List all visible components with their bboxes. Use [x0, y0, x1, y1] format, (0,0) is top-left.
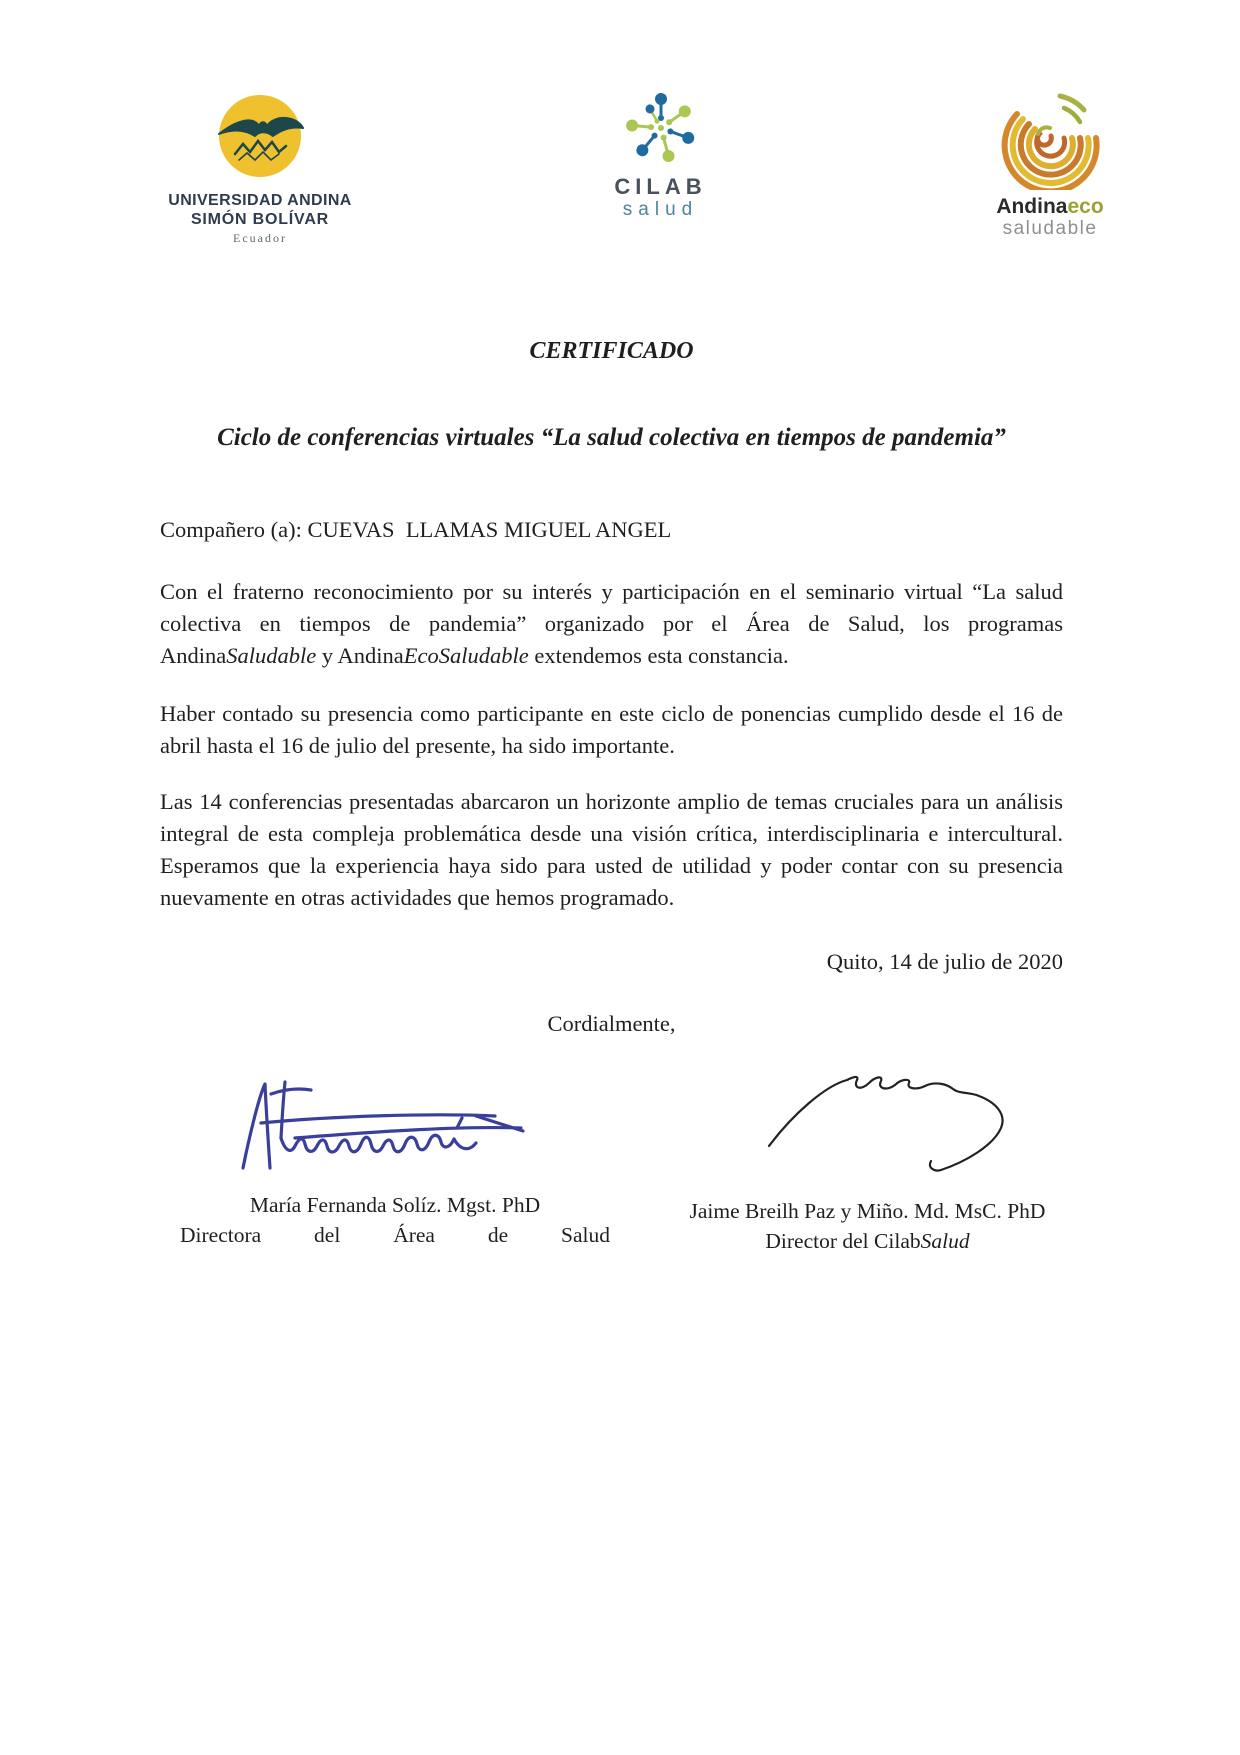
recipient-line	[160, 514, 1063, 546]
uasb-country-label: Ecuador	[233, 231, 287, 245]
paragraph-recognition-text: Con el fraterno reconocimiento por su interés y participación en el seminario virtual “La salud colectiva en tiempos de pandemia” organizado por el Área de Salud, los programas Andina	[160, 579, 1063, 668]
andinaeco-wordmark-dark: Andina	[996, 195, 1068, 218]
signatory-right-role-italic: Salud	[920, 1229, 970, 1253]
cilab-logo	[583, 88, 738, 221]
paragraph-recognition-text2: y Andina	[316, 643, 404, 668]
recipient-name: CUEVAS LLAMAS MIGUEL ANGEL	[307, 517, 672, 542]
conference-cycle-subtitle: Ciclo de conferencias virtuales “La salud colectiva en tiempos de pandemia”	[217, 424, 1006, 451]
signature-left-handwritten	[233, 1076, 531, 1174]
uasb-logo	[150, 90, 370, 246]
cilab-salud-label: salud	[622, 199, 699, 220]
paragraph-conferences: Las 14 conferencias presentadas abarcaron un horizonte amplio de temas cruciales para un análisis integral de esta compleja problemática desde una visión crítica, interdisciplinaria e intercultural. Esperamos que la experiencia haya sido para usted de utilidad y poder contar con su presencia nuevamente en otras actividades que hemos programado.	[160, 789, 1063, 910]
signature-right-handwritten	[763, 1064, 1025, 1178]
certificate-title: CERTIFICADO	[529, 338, 694, 364]
signatory-right-block	[645, 1196, 1090, 1256]
andinaeco-logo	[950, 86, 1150, 239]
letter-body	[160, 514, 1063, 1040]
signatory-right-role-prefix: Director del Cilab	[765, 1229, 921, 1253]
cilab-wordmark: CILAB	[614, 174, 707, 199]
andina-ecosaludable-italic: EcoSaludable	[403, 643, 529, 668]
uasb-condor-icon	[175, 90, 345, 186]
signatory-left-name: María Fernanda Solíz. Mgst. PhD	[249, 1193, 541, 1217]
closing-line: Cordialmente,	[547, 1011, 676, 1036]
andinaeco-wordmark-eco: eco	[1067, 195, 1104, 218]
uasb-name-line2: SIMÓN BOLÍVAR	[190, 211, 330, 228]
paragraph-recognition-text3: extendemos esta constancia.	[528, 643, 789, 668]
signatory-left-role: Directora del Área de Salud	[180, 1223, 610, 1247]
andina-saludable-italic: Saludable	[226, 643, 317, 668]
signatory-right-role	[645, 1226, 1090, 1256]
cilab-molecule-icon	[618, 88, 704, 168]
andinaeco-wordmark	[950, 195, 1150, 218]
andinaeco-saludable-label: saludable	[1002, 218, 1098, 239]
date-line: Quito, 14 de julio de 2020	[826, 949, 1063, 974]
paragraph-attendance: Haber contado su presencia como participante en este ciclo de ponencias cumplido desde el 16 de abril hasta el 16 de julio del presente, ha sido importante.	[160, 701, 1063, 758]
paragraph-recognition	[160, 576, 1063, 672]
andinaeco-spiral-icon	[998, 86, 1102, 190]
signatory-left-block	[180, 1190, 610, 1250]
signatory-right-name: Jaime Breilh Paz y Miño. Md. MsC. PhD	[689, 1199, 1046, 1223]
recipient-label: Compañero (a):	[160, 517, 308, 542]
uasb-name-line1: UNIVERSIDAD ANDINA	[168, 192, 352, 209]
